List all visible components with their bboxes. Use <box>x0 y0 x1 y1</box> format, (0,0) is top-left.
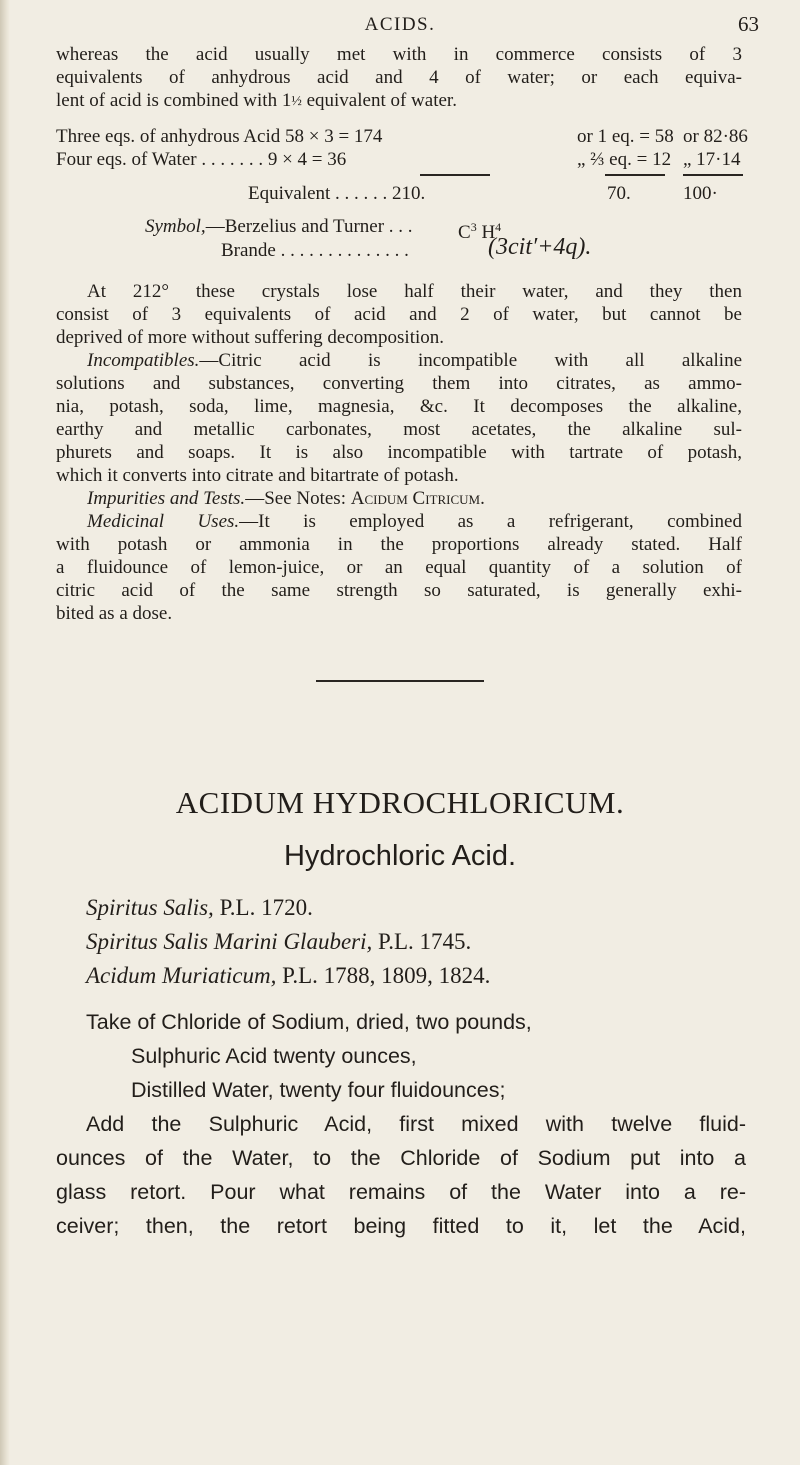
text-line: equivalents of anhydrous acid and 4 of water; or each equiva- <box>56 67 742 88</box>
table-row-total-eq: 70. <box>607 183 631 204</box>
text-line: At 212° these crystals lose half their water, and they then <box>87 281 742 302</box>
fraction: ½ <box>291 94 302 109</box>
table-row-water-percent: „ 17·14 <box>683 149 741 170</box>
symbol-row-brande: Brande . . . . . . . . . . . . . . <box>221 240 409 261</box>
sum-rule <box>605 174 665 176</box>
table-row-total-label: Equivalent . . . . . . 210. <box>248 183 426 204</box>
sum-rule <box>420 174 490 176</box>
sum-rule <box>683 174 743 176</box>
page-spine-shadow <box>0 0 10 1465</box>
table-row-acid-eq: or 1 eq. = 58 <box>577 126 674 147</box>
text-line: a fluidounce of lemon-juice, or an equal quantity of a solution of <box>56 557 742 578</box>
text-line: nia, potash, soda, lime, magnesia, &c. It decomposes the alkaline, <box>56 396 742 417</box>
symbol-formula-berzelius: $C^3$ $H^4$ <box>458 220 502 243</box>
recipe-line: Add the Sulphuric Acid, first mixed with twelve fluid- <box>86 1112 746 1136</box>
text-line: with potash or ammonia in the proportions already stated. Half <box>56 534 742 555</box>
text-line: deprived of more without suffering decomposition. <box>56 327 445 348</box>
table-row-water-eq: „ ⅔ eq. = 12 <box>577 149 672 170</box>
recipe-line: Sulphuric Acid twenty ounces, <box>131 1044 417 1068</box>
recipe-line: glass retort. Pour what remains of the Water into a re- <box>56 1180 746 1204</box>
section-subtitle: Hydrochloric Acid. <box>283 840 517 872</box>
section-title: ACIDUM HYDROCHLORICUM. <box>175 785 625 820</box>
text-line: solutions and substances, converting them into citrates, as ammo- <box>56 373 742 394</box>
synonym-3: Acidum Muriaticum, P.L. 1788, 1809, 1824. <box>86 963 491 988</box>
table-row-total-percent: 100· <box>683 183 718 204</box>
text-line: earthy and metallic carbonates, most acetates, the alkaline sul- <box>56 419 742 440</box>
text-line: whereas the acid usually met with in commerce consists of 3 <box>56 44 742 65</box>
table-row-water-label: Four eqs. of Water . . . . . . . 9 × 4 = 36 <box>56 149 347 170</box>
recipe-line: Distilled Water, twenty four fluidounces; <box>131 1078 506 1102</box>
table-row-acid-label: Three eqs. of anhydrous Acid 58 × 3 = 174 <box>56 126 383 147</box>
text-line: Incompatibles.—Citric acid is incompatible with all alkaline <box>87 350 742 371</box>
text-line: which it converts into citrate and bitartrate of potash. <box>56 465 459 486</box>
table-row-acid-percent: or 82·86 <box>683 126 748 147</box>
recipe-line: ounces of the Water, to the Chloride of Sodium put into a <box>56 1146 746 1170</box>
running-head: ACIDS. <box>364 14 436 35</box>
text-line: Impurities and Tests.—See Notes: Acidum Citricum. <box>87 488 485 509</box>
text-line: Medicinal Uses.—It is employed as a refrigerant, combined <box>87 511 742 532</box>
synonym-1: Spiritus Salis, P.L. 1720. <box>86 895 313 920</box>
page-number: 63 <box>738 12 759 36</box>
text-line: phurets and soaps. It is also incompatible with tartrate of potash, <box>56 442 742 463</box>
recipe-line: Take of Chloride of Sodium, dried, two pounds, <box>86 1010 532 1034</box>
text-line: lent of acid is combined with 1½ equivalent of water. <box>56 90 457 111</box>
recipe-line: ceiver; then, the retort being fitted to it, let the Acid, <box>56 1214 746 1238</box>
text-line: citric acid of the same strength so saturated, is generally exhi- <box>56 580 742 601</box>
section-divider <box>316 680 484 682</box>
symbol-formula-brande: (3cit′+4q). <box>488 234 592 260</box>
synonym-2: Spiritus Salis Marini Glauberi, P.L. 1745. <box>86 929 472 954</box>
symbol-row-berzelius: Symbol,—Berzelius and Turner . . . <box>145 216 413 237</box>
text-line: bited as a dose. <box>56 603 173 624</box>
text-line: consist of 3 equivalents of acid and 2 of water, but cannot be <box>56 304 742 325</box>
